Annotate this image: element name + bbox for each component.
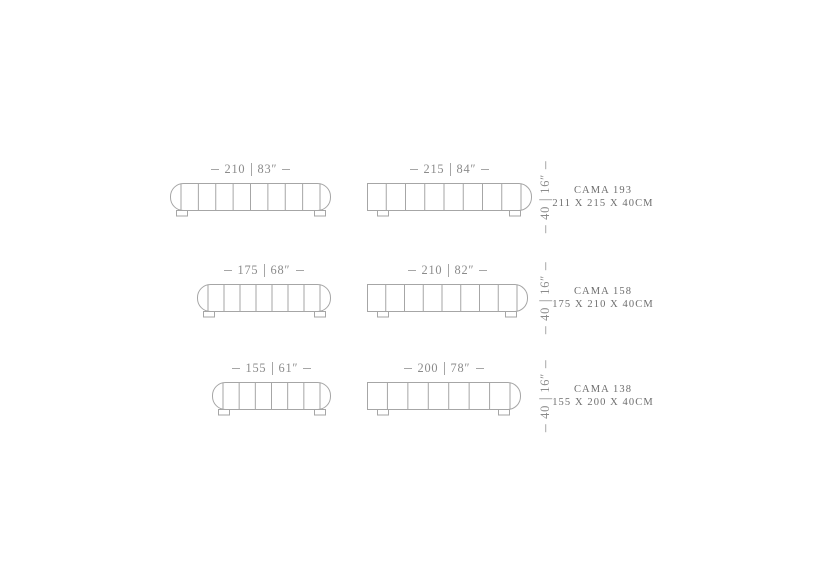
front-width-inches: 61″ — [278, 360, 298, 375]
dimension-separator — [272, 362, 273, 375]
model-label — [546, 184, 660, 210]
bed-side-view-drawing — [367, 183, 532, 217]
dimension-separator — [264, 264, 265, 277]
dimension-tick — [232, 368, 240, 369]
dimension-tick — [545, 225, 546, 233]
model-size: 211 X 215 X 40CM — [552, 198, 654, 209]
dimension-tick — [545, 360, 546, 368]
side-width-dimension — [367, 262, 528, 278]
bed-side-view-drawing — [367, 284, 528, 318]
dimension-tick — [545, 326, 546, 334]
side-width-dimension — [367, 161, 532, 177]
bed-front-view-drawing — [212, 382, 331, 416]
dimension-tick — [545, 424, 546, 432]
height-inches: 16″ — [537, 174, 552, 195]
dimension-tick — [282, 169, 290, 170]
bed-side-view-drawing — [367, 382, 521, 416]
height-inches: 16″ — [537, 275, 552, 296]
dimension-tick — [404, 368, 412, 369]
height-cm: 40 — [537, 306, 552, 321]
side-width-cm: 210 — [421, 262, 442, 277]
dimension-tick — [303, 368, 311, 369]
side-width-cm: 215 — [423, 161, 444, 176]
dimension-tick — [211, 169, 219, 170]
model-label — [546, 383, 660, 409]
front-width-dimension — [170, 161, 331, 177]
dimension-tick — [476, 368, 484, 369]
dimension-tick — [545, 262, 546, 270]
dimension-tick — [410, 169, 418, 170]
dimension-separator — [444, 362, 445, 375]
model-name: CAMA 138 — [573, 384, 633, 395]
dimension-separator — [450, 163, 451, 176]
front-width-inches: 68″ — [270, 262, 291, 277]
front-width-cm: 210 — [224, 161, 245, 176]
bed-front-view-drawing — [197, 284, 331, 318]
height-cm: 40 — [537, 404, 552, 419]
side-width-dimension — [367, 360, 521, 376]
dimension-separator — [251, 163, 252, 176]
model-name: CAMA 158 — [573, 286, 633, 297]
height-inches: 16″ — [537, 373, 552, 394]
dimension-tick — [296, 270, 304, 271]
dimension-tick — [545, 161, 546, 169]
height-cm: 40 — [537, 205, 552, 220]
front-width-inches: 83″ — [257, 161, 277, 176]
front-width-cm: 175 — [237, 262, 259, 277]
model-label — [546, 285, 660, 311]
model-name: CAMA 193 — [573, 185, 633, 196]
dimension-tick — [408, 270, 416, 271]
bed-front-view-drawing — [170, 183, 331, 217]
dimension-tick — [479, 270, 487, 271]
front-width-dimension — [197, 262, 331, 278]
dimension-separator — [448, 264, 449, 277]
dimension-tick — [224, 270, 232, 271]
front-width-cm: 155 — [245, 360, 266, 375]
side-width-inches: 82″ — [454, 262, 474, 277]
side-width-inches: 78″ — [450, 360, 471, 375]
model-size: 155 X 200 X 40CM — [552, 397, 654, 408]
side-width-cm: 200 — [417, 360, 439, 375]
dimension-tick — [481, 169, 489, 170]
side-width-inches: 84″ — [456, 161, 476, 176]
model-size: 175 X 210 X 40CM — [552, 299, 654, 310]
front-width-dimension — [212, 360, 331, 376]
